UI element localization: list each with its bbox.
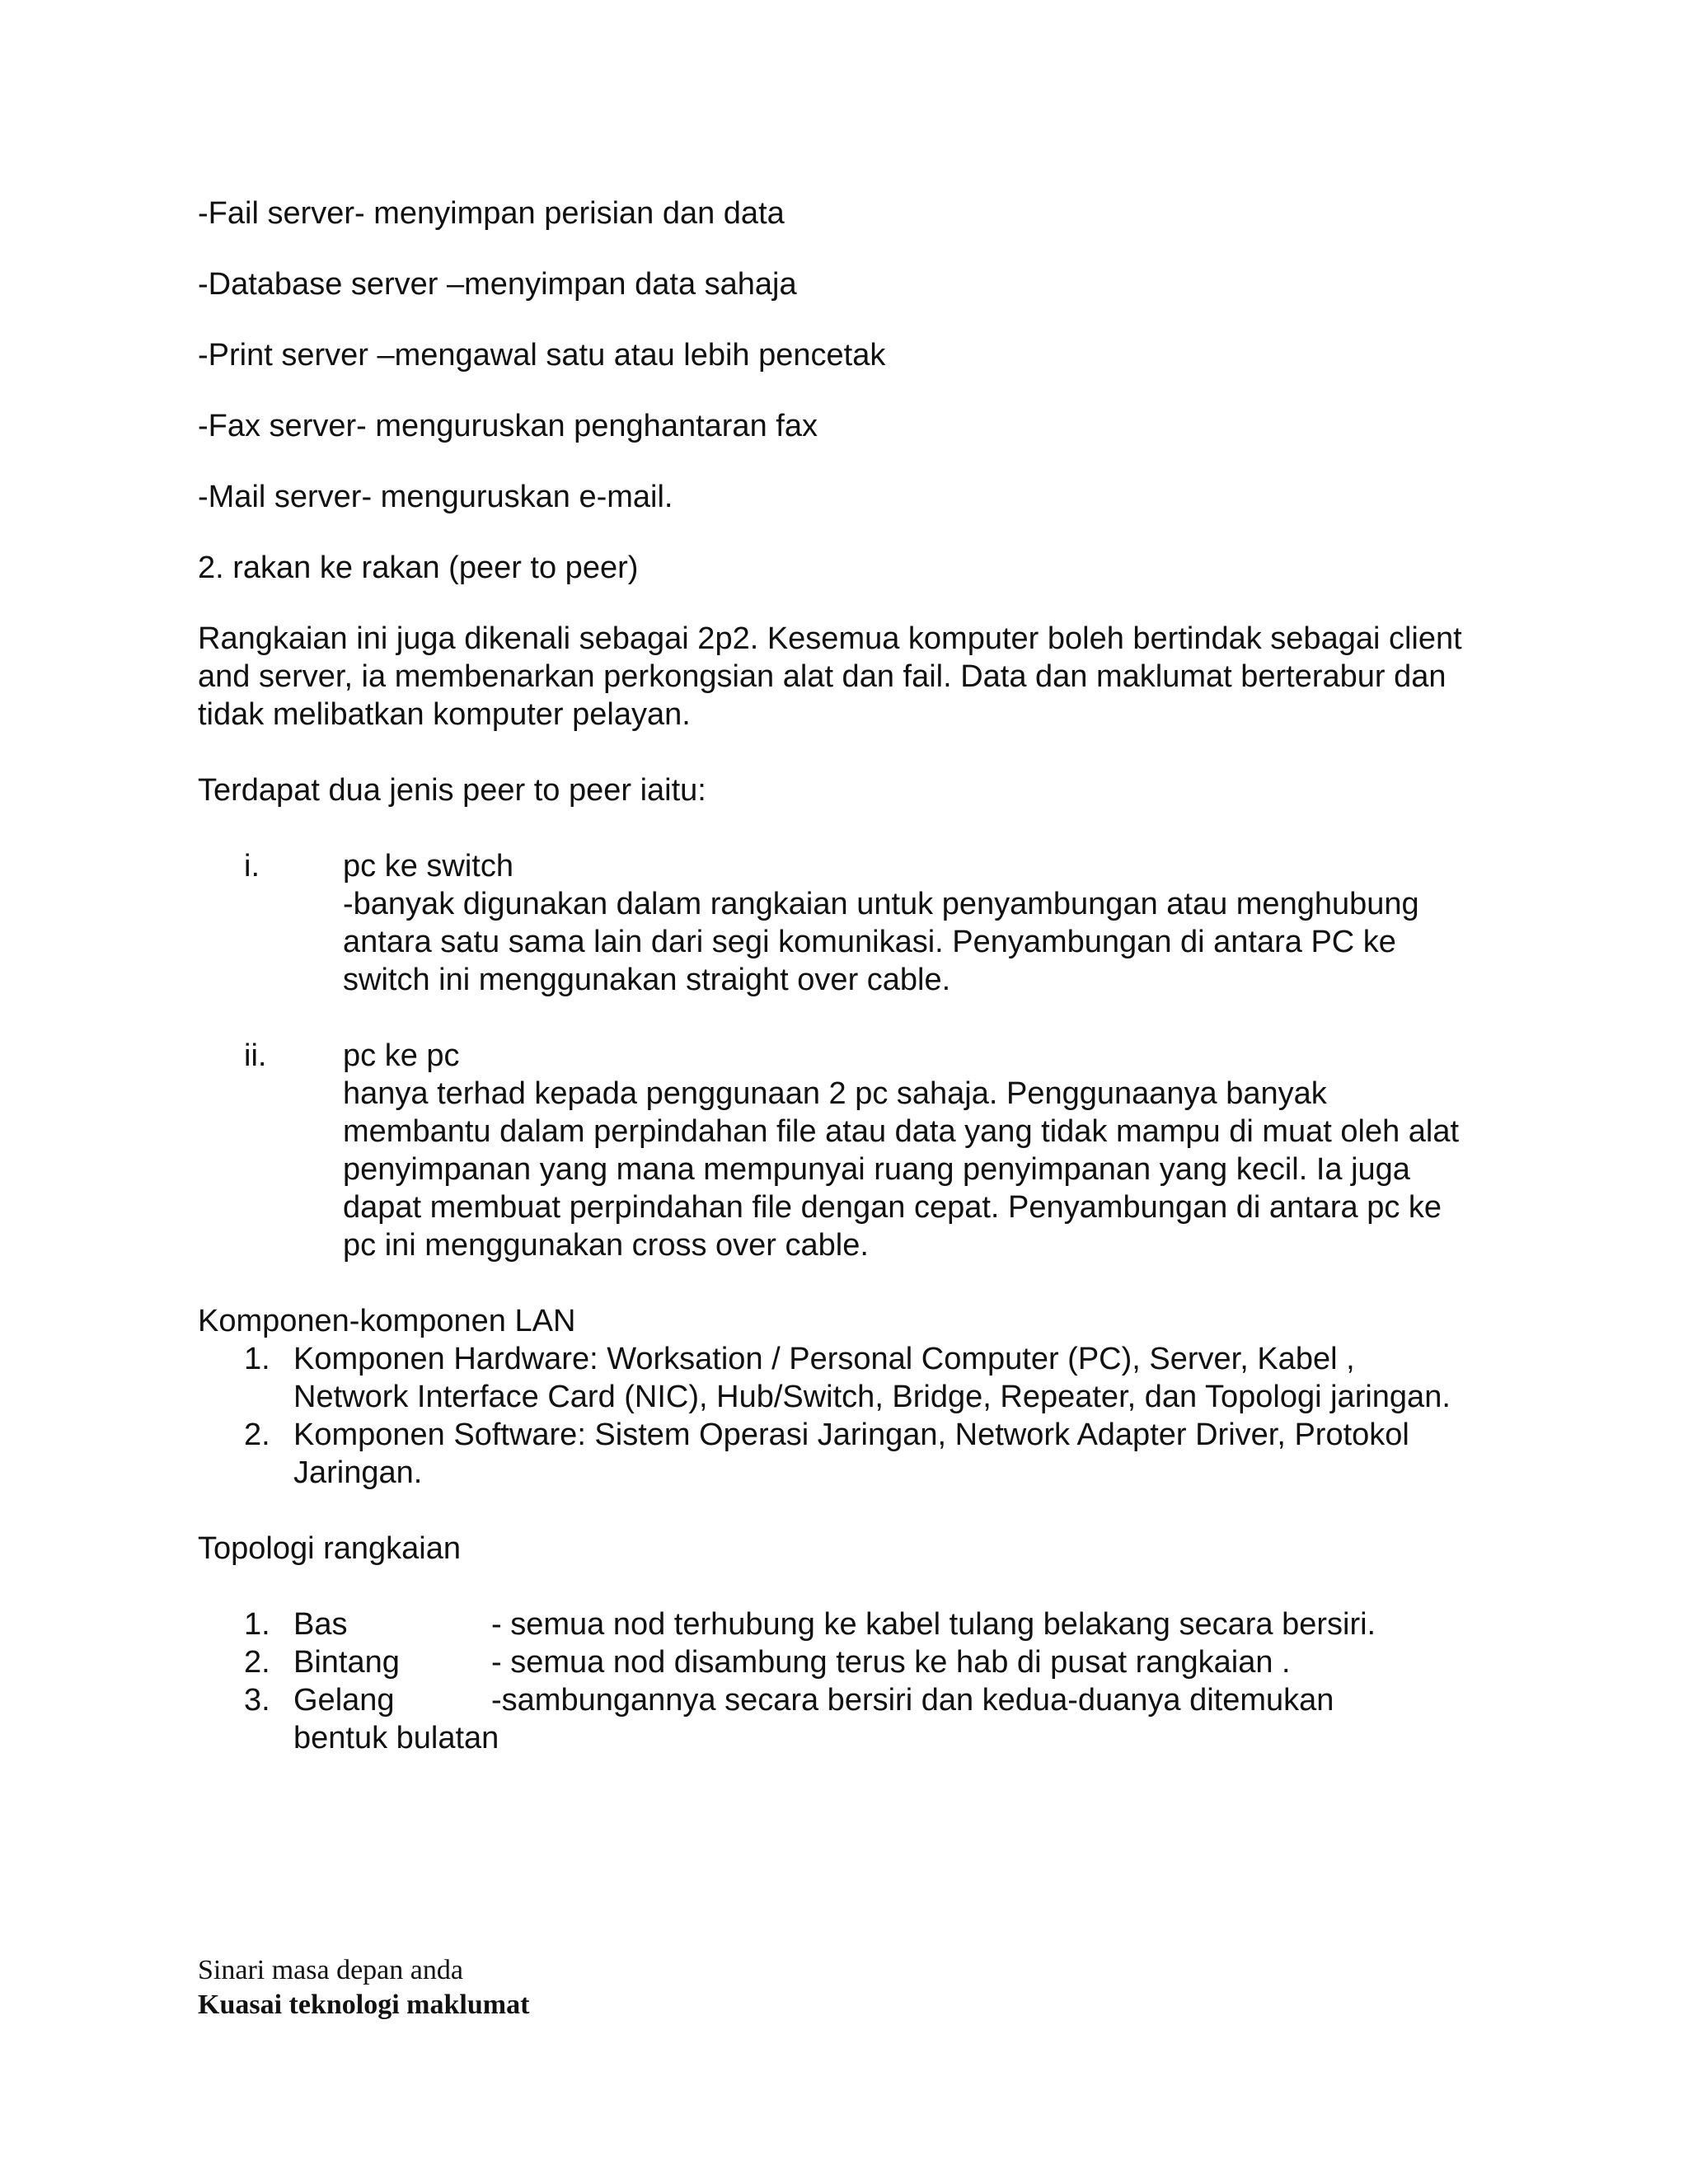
list-item-text: -banyak digunakan dalam rangkaian untuk penyambungan atau menghubung antara satu sama lain dari segi komunikasi. Penyambungan di antara PC ke switch ini menggunakan straight over cable. — [343, 887, 1419, 997]
topology-name: Bas — [293, 1607, 348, 1642]
lan-components-list — [198, 1340, 1500, 1492]
footer-slogan-line2: Kuasai teknologi maklumat — [198, 1990, 530, 2020]
list-marker: 1. — [244, 1342, 270, 1376]
footer-slogan-line1: Sinari masa depan anda — [198, 1955, 463, 1985]
list-marker: i. — [244, 849, 260, 883]
list-item-body — [343, 847, 1472, 999]
list-marker: 3. — [244, 1683, 270, 1718]
list-item — [198, 1605, 1500, 1643]
list-item-title: pc ke pc — [343, 1038, 460, 1073]
server-line-mail: -Mail server- menguruskan e-mail. — [198, 480, 673, 514]
server-line-print: -Print server –mengawal satu atau lebih pencetak — [198, 338, 886, 373]
server-line-fail: -Fail server- menyimpan perisian dan data — [198, 196, 785, 231]
list-item — [198, 1681, 1500, 1757]
peer-types-list — [198, 847, 1500, 1264]
list-marker: 2. — [244, 1645, 270, 1680]
list-item — [198, 847, 1500, 999]
page-footer — [198, 1953, 529, 2022]
topology-desc: -sambungannya secara bersiri dan kedua-duanya ditemukan — [491, 1683, 1334, 1718]
topology-desc-continued: bentuk bulatan — [293, 1721, 499, 1755]
peer-heading: 2. rakan ke rakan (peer to peer) — [198, 551, 639, 585]
list-item-text: Komponen Software: Sistem Operasi Jaringan, Network Adapter Driver, Protokol Jaringan. — [293, 1418, 1409, 1490]
list-item — [198, 1037, 1500, 1264]
topology-name: Gelang — [293, 1683, 395, 1718]
list-item — [198, 1643, 1500, 1681]
list-marker: 1. — [244, 1607, 270, 1642]
topology-name: Bintang — [293, 1645, 400, 1680]
document-body — [198, 194, 1500, 1757]
list-item-body — [293, 1605, 1464, 1643]
server-line-database: -Database server –menyimpan data sahaja — [198, 267, 797, 302]
topology-row — [293, 1681, 1464, 1719]
topology-heading: Topologi rangkaian — [198, 1531, 462, 1566]
list-item-text: hanya terhad kepada penggunaan 2 pc sahaja. Penggunaanya banyak membantu dalam perpindahan file atau data yang tidak mampu di muat oleh alat penyimpanan yang mana mempunyai ruang penyimpanan yang kecil. Ia juga dapat membuat perpindahan file dengan cepat. Penyambungan di antara pc ke pc ini menggunakan cross over cable. — [343, 1076, 1460, 1263]
topology-desc: - semua nod disambung terus ke hab di pusat rangkaian . — [491, 1645, 1291, 1680]
list-marker: 2. — [244, 1418, 270, 1452]
server-line-fax: -Fax server- menguruskan penghantaran fax — [198, 409, 818, 443]
list-item-body — [293, 1681, 1464, 1757]
topology-desc: - semua nod terhubung ke kabel tulang belakang secara bersiri. — [491, 1607, 1376, 1642]
list-item-body — [293, 1643, 1464, 1681]
list-item — [198, 1416, 1500, 1492]
list-item-body — [343, 1037, 1472, 1264]
list-marker: ii. — [244, 1038, 267, 1073]
topology-list — [198, 1605, 1500, 1757]
list-item-title: pc ke switch — [343, 849, 513, 883]
peer-paragraph: Rangkaian ini juga dikenali sebagai 2p2. Kesemua komputer boleh bertindak sebagai client and server, ia membenarkan perkongsian alat dan fail. Data dan maklumat berterabur dan tidak melibatkan komputer pelayan. — [198, 621, 1462, 732]
list-item-text: Komponen Hardware: Worksation / Personal Computer (PC), Server, Kabel , Network Interface Card (NIC), Hub/Switch, Bridge, Repeater, dan Topologi jaringan. — [293, 1342, 1451, 1414]
peer-types-intro: Terdapat dua jenis peer to peer iaitu: — [198, 773, 706, 808]
list-item — [198, 1340, 1500, 1416]
lan-heading: Komponen-komponen LAN — [198, 1304, 576, 1338]
